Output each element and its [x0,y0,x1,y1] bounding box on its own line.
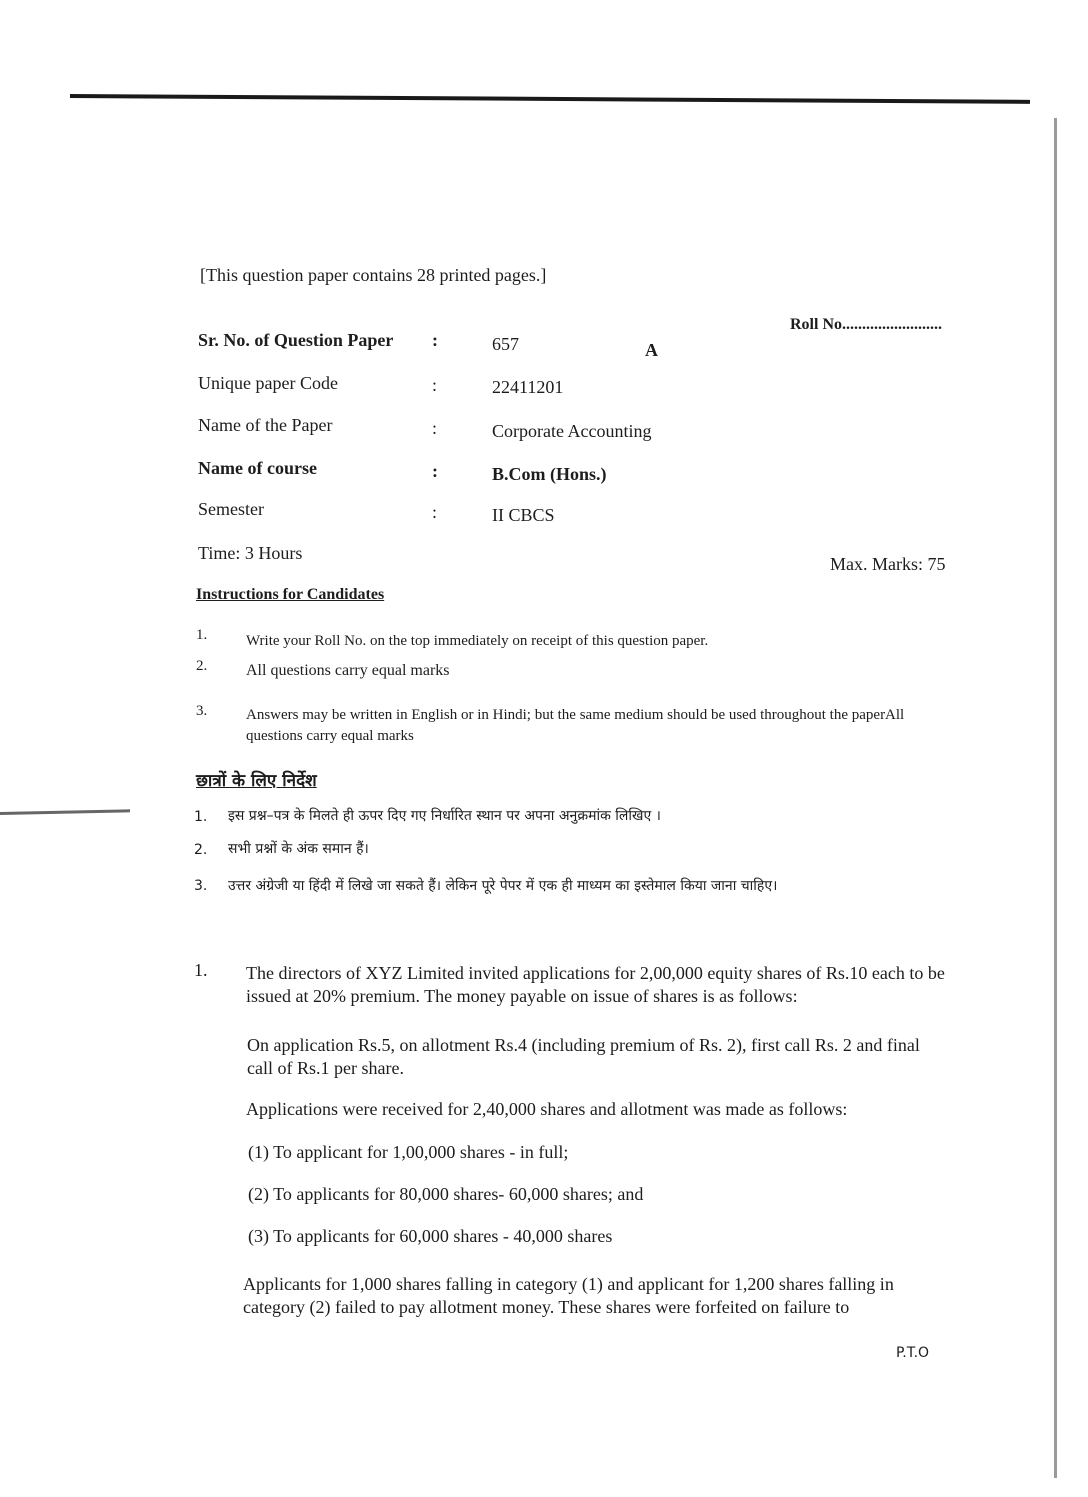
roll-no-field: Roll No......................... [790,316,942,333]
pages-note: [This question paper contains 28 printed pages.] [200,265,547,285]
instructions-title: Instructions for Candidates [196,586,385,603]
question-closing: Applicants for 1,000 shares falling in category (1) and applicant for 1,200 shares falling in category (2) failed to pay allotment money. These shares were forfeited on failure to [243,1274,894,1317]
allotment-item: (2) To applicants for 80,000 shares- 60,000 shares; and [248,1184,644,1204]
please-turn-over: P.T.O [896,1345,930,1361]
page-top-edge [70,94,1030,104]
exam-time: Time: 3 Hours [198,543,303,563]
hindi-instruction-number: 2. [194,842,208,858]
max-marks: Max. Marks: 75 [830,554,946,574]
field-label-paper-name: Name of the Paper [198,415,333,435]
instruction-number: 1. [196,627,208,643]
instruction-number: 3. [196,703,208,719]
field-value-serial: 657 [492,334,519,354]
field-colon: : [432,330,438,350]
field-colon: : [432,375,438,395]
field-label-semester: Semester [198,499,264,519]
field-label-paper-code: Unique paper Code [198,373,338,393]
field-label-serial: Sr. No. of Question Paper [198,330,394,350]
field-value-paper-code: 22411201 [492,377,564,397]
question-intro: The directors of XYZ Limited invited applications for 2,00,000 equity shares of Rs.10 each to be issued at 20% premium. The money payable on issue of shares is as follows: [246,963,945,1006]
hindi-instruction-number: 3. [194,878,208,894]
hindi-instructions-title: छात्रों के लिए निर्देश [196,771,317,791]
instruction-text: Write your Roll No. on the top immediately on receipt of this question paper. [246,633,709,649]
field-colon: : [432,418,438,438]
field-value-semester: II CBCS [492,505,555,525]
page-fold-mark [0,809,130,815]
field-value-paper-name: Corporate Accounting [492,421,652,441]
allotment-item: (3) To applicants for 60,000 shares - 40,000 shares [248,1226,613,1246]
question-applications: Applications were received for 2,40,000 shares and allotment was made as follows: [246,1099,848,1119]
instruction-number: 2. [196,658,208,674]
field-colon: : [432,502,438,522]
field-label-course: Name of course [198,458,317,478]
hindi-instruction-text: इस प्रश्न–पत्र के मिलते ही ऊपर दिए गए निर्धारित स्थान पर अपना अनुक्रमांक लिखिए । [228,808,661,824]
instruction-text: All questions carry equal marks [246,662,450,679]
instruction-text: Answers may be written in English or in Hindi; but the same medium should be used throughout the paperAll questions carry equal marks [246,707,905,744]
allotment-item: (1) To applicant for 1,00,000 shares - in full; [248,1142,569,1162]
question-payment-terms: On application Rs.5, on allotment Rs.4 (including premium of Rs. 2), first call Rs. 2 and final call of Rs.1 per share. [247,1035,920,1078]
question-number: 1. [194,960,208,980]
field-colon: : [432,461,438,481]
field-value-course: B.Com (Hons.) [492,464,607,484]
hindi-instruction-number: 1. [194,809,208,825]
series-letter: A [645,340,658,360]
hindi-instruction-text: उत्तर अंग्रेजी या हिंदी में लिखे जा सकते हैं। लेकिन पूरे पेपर में एक ही माध्यम का इस्तेमाल किया जाना चाहिए। [228,878,778,894]
page-right-edge [1054,118,1057,1478]
hindi-instruction-text: सभी प्रश्नों के अंक समान हैं। [228,841,369,857]
